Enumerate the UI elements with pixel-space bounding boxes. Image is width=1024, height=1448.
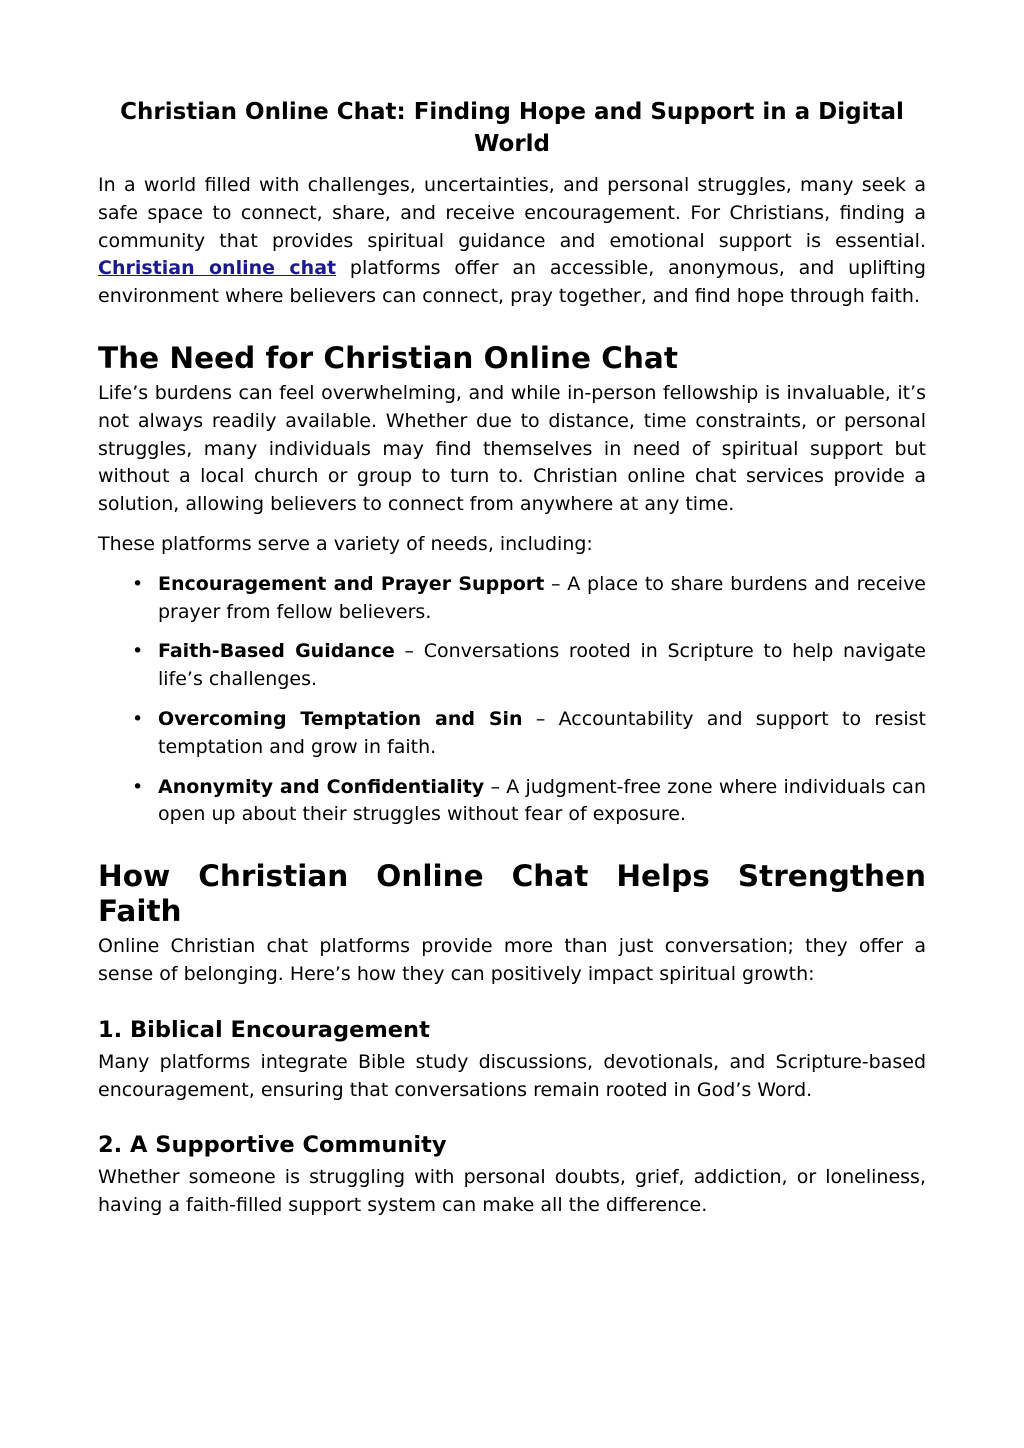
- list-item-title: Overcoming Temptation and Sin: [158, 707, 523, 730]
- intro-text-after-link: platforms offer an accessible, anonymous, and uplifting environment where believers can connect, pray together, and find hope through faith.: [98, 257, 926, 308]
- intro-paragraph: [98, 172, 926, 311]
- list-item-title: Faith-Based Guidance: [158, 640, 395, 663]
- list-item: [132, 571, 926, 627]
- section-need-paragraph-2: These platforms serve a variety of needs, including:: [98, 532, 593, 555]
- christian-online-chat-link[interactable]: Christian online chat: [98, 257, 337, 280]
- page-title: Christian Online Chat: Finding Hope and Support in a Digital World: [120, 99, 904, 157]
- list-item: [132, 638, 926, 694]
- section-need-paragraph-1: Life’s burdens can feel overwhelming, and while in-person fellowship is invaluable, it’s not always readily available. Whether due to distance, time constraints, or personal struggles, many individuals may find themselves in need of spiritual support but without a local church or group to turn to. Christian online chat services provide a solution, allowing believers to connect from anywhere at any time.: [98, 381, 926, 516]
- section-strengthen-paragraph: Online Christian chat platforms provide more than just conversation; they offer a sense of belonging. Here’s how they can positively impact spiritual growth:: [98, 935, 926, 985]
- list-item: [132, 706, 926, 762]
- biblical-encouragement-paragraph: Many platforms integrate Bible study discussions, devotionals, and Scripture-based encouragement, ensuring that conversations remain rooted in God’s Word.: [98, 1050, 926, 1101]
- list-item-text: – A place to share burdens and receive prayer from fellow believers.: [158, 572, 926, 623]
- list-item-text: – Conversations rooted in Scripture to help navigate life’s challenges.: [158, 640, 926, 691]
- section-heading-strengthen-faith: How Christian Online Chat Helps Strengthen Faith: [98, 859, 926, 929]
- section-heading-need: The Need for Christian Online Chat: [98, 340, 678, 375]
- bullet-icon: •: [132, 707, 144, 730]
- subheading-supportive-community: 2. A Supportive Community: [98, 1132, 447, 1159]
- intro-text-before-link: In a world filled with challenges, uncertainties, and personal struggles, many seek a safe space to connect, share, and receive encouragement. For Christians, finding a community that provides spiritual guidance and emotional support is essential.: [98, 174, 926, 252]
- list-item: [132, 774, 926, 830]
- bullet-icon: •: [132, 775, 144, 798]
- list-item-title: Encouragement and Prayer Support: [158, 572, 545, 595]
- list-item-text: – A judgment-free zone where individuals can open up about their struggles without fear of exposure.: [158, 775, 926, 826]
- bullet-icon: •: [132, 640, 144, 663]
- list-item-title: Anonymity and Confidentiality: [158, 775, 485, 798]
- list-item-text: – Accountability and support to resist temptation and grow in faith.: [158, 707, 926, 758]
- needs-list: [98, 571, 926, 829]
- bullet-icon: •: [132, 572, 144, 595]
- supportive-community-paragraph: Whether someone is struggling with personal doubts, grief, addiction, or loneliness, having a faith-filled support system can make all the difference.: [98, 1166, 926, 1217]
- subheading-biblical-encouragement: 1. Biblical Encouragement: [98, 1016, 430, 1043]
